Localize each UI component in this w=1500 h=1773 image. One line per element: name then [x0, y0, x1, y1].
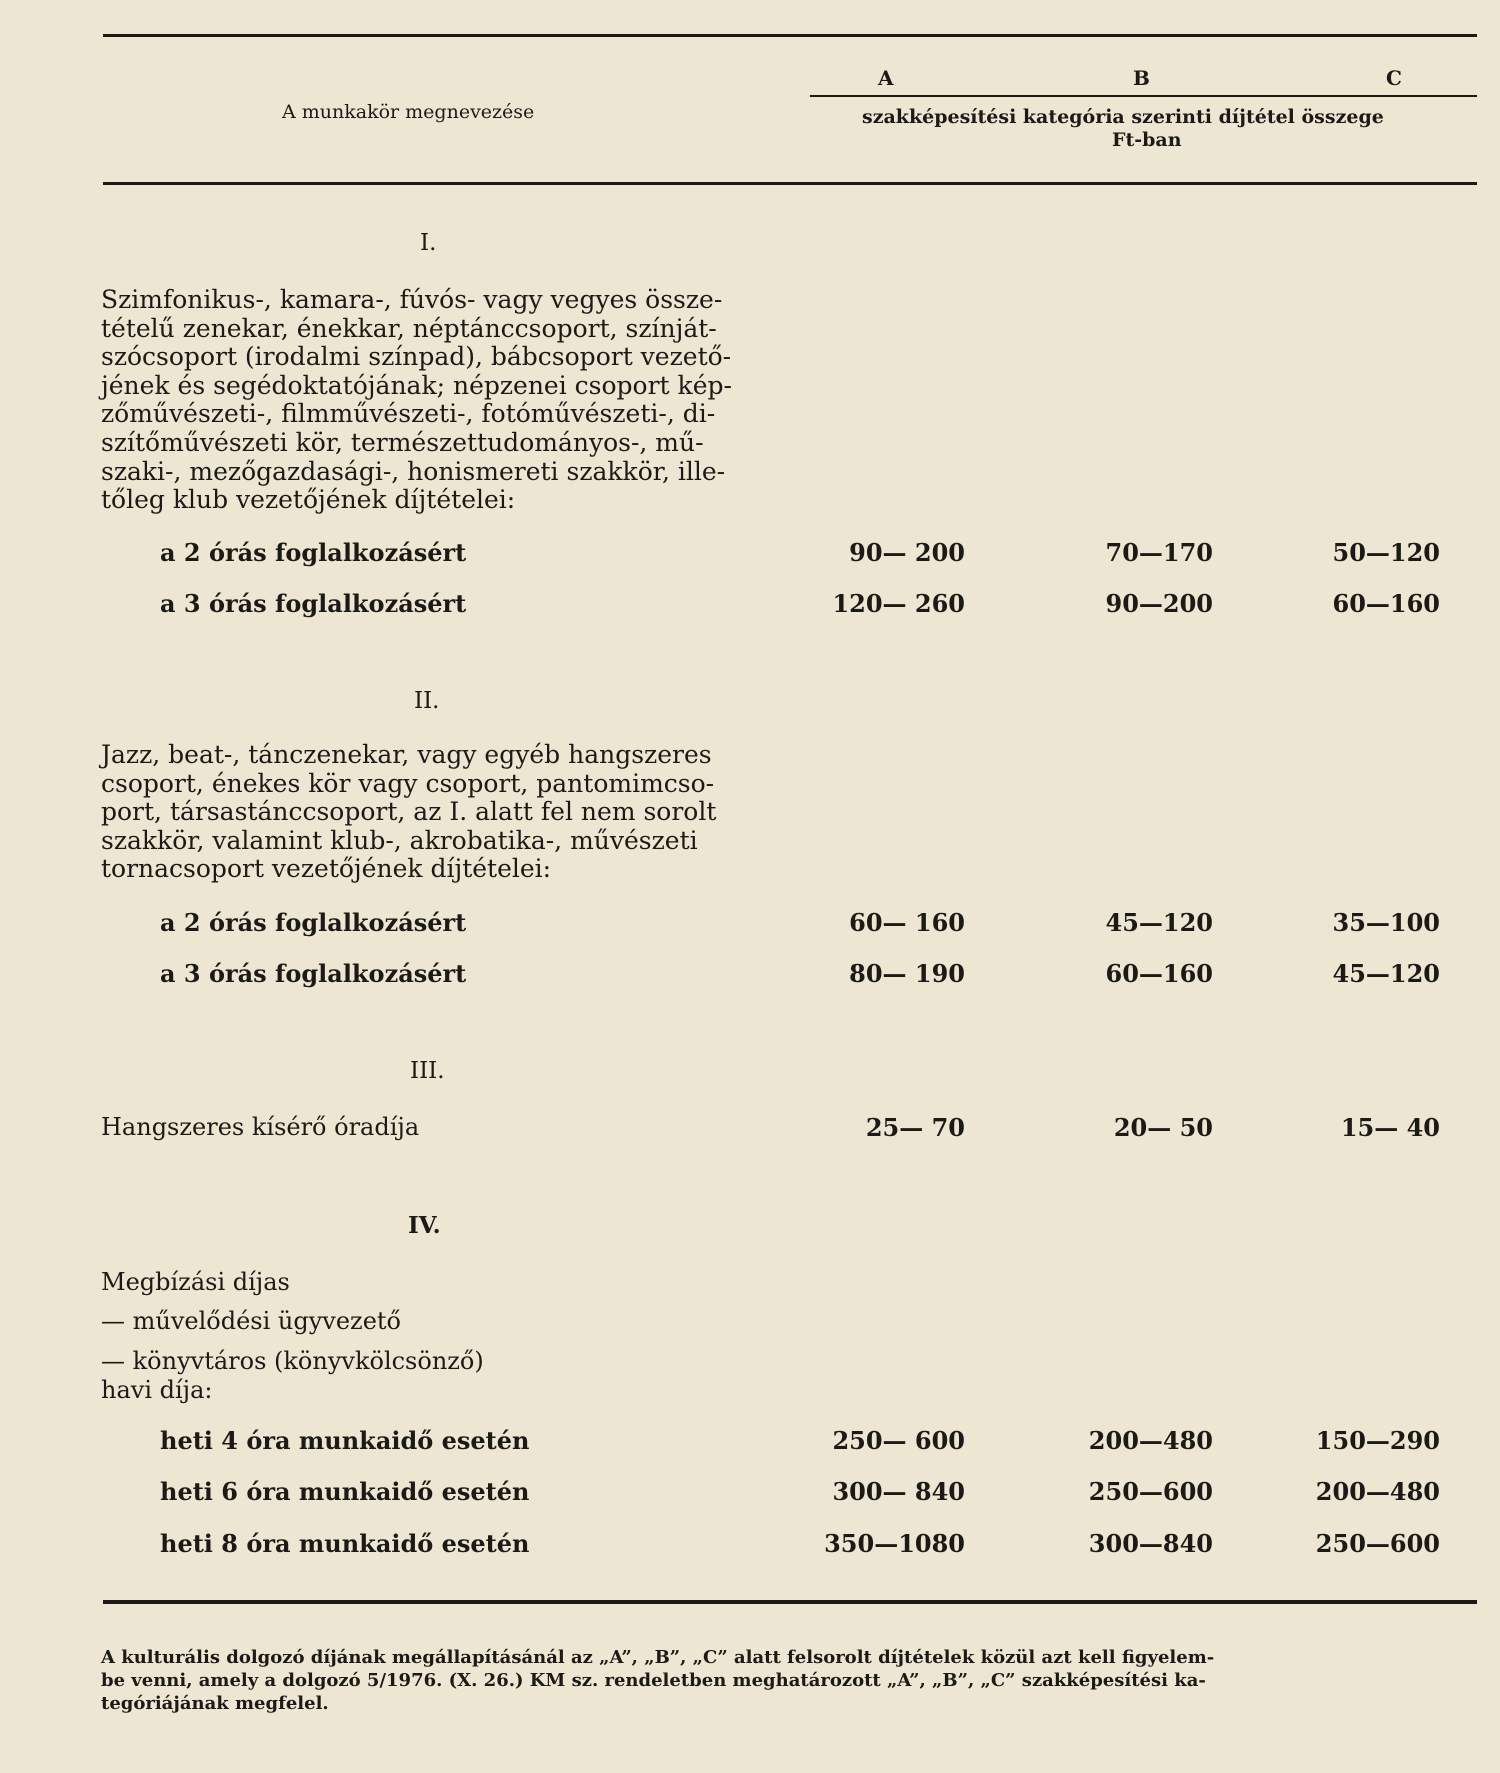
header-bottom-rule: [103, 182, 1477, 185]
table-cell-b: 20— 50: [1113, 1113, 1213, 1142]
section-i-line: szócsoport (irodalmi színpad), bábcsoport vezető-: [101, 342, 732, 372]
section-i-line: jének és segédoktatójának; népzenei csoport kép-: [101, 370, 732, 400]
table-cell-c: 50—120: [1332, 538, 1440, 567]
table-cell-b: 60—160: [1105, 959, 1213, 988]
table-row-label: a 3 órás foglalkozásért: [160, 589, 467, 618]
section-ii-line: tornacsoport vezetőjének díjtételei:: [101, 854, 552, 884]
section-ii-line: port, társastánccsoport, az I. alatt fel nem sorolt: [101, 797, 717, 827]
table-cell-b: 70—170: [1105, 538, 1213, 567]
column-header-job-title: A munkakör megnevezése: [282, 101, 535, 123]
section-i-line: tőleg klub vezetőjének díjtételei:: [101, 485, 516, 515]
section-i-line: Szimfonikus-, kamara-, fúvós- vagy vegyes össze-: [101, 285, 723, 314]
column-letter-a: A: [878, 66, 894, 90]
table-cell-c: 250—600: [1315, 1529, 1440, 1558]
column-letter-c: C: [1386, 66, 1402, 90]
category-label: szakképesítési kategória szerinti díjtétel összege: [862, 106, 1384, 128]
column-letter-b: B: [1133, 66, 1150, 90]
top-rule: [103, 34, 1477, 37]
footnote: [101, 1646, 1441, 1715]
table-row-label: heti 8 óra munkaidő esetén: [160, 1529, 530, 1558]
section-ii-line: Jazz, beat-, tánczenekar, vagy egyéb hangszeres: [101, 740, 712, 769]
table-row-label: a 2 órás foglalkozásért: [160, 908, 467, 937]
table-cell-a: 90— 200: [849, 538, 965, 567]
section-i-description: [101, 286, 781, 515]
table-cell-a: 60— 160: [849, 908, 965, 937]
section-iv-line: Megbízási díjas: [101, 1268, 290, 1296]
table-cell-b: 200—480: [1088, 1426, 1213, 1455]
table-cell-c: 35—100: [1332, 908, 1440, 937]
table-cell-c: 60—160: [1332, 589, 1440, 618]
section-iv-line: havi díja:: [101, 1376, 213, 1404]
section-ii-line: csoport, énekes kör vagy csoport, pantomimcso-: [101, 768, 715, 798]
table-cell-a: 120— 260: [832, 589, 965, 618]
table-row-label: heti 4 óra munkaidő esetén: [160, 1426, 530, 1455]
table-cell-c: 200—480: [1315, 1477, 1440, 1506]
section-numeral-ii: II.: [414, 688, 440, 714]
section-numeral-i: I.: [420, 230, 437, 256]
table-cell-a: 350—1080: [824, 1529, 965, 1558]
section-ii-description: [101, 741, 781, 884]
section-i-line: szaki-, mezőgazdasági-, honismereti szakkör, ille-: [101, 456, 726, 486]
section-numeral-iv: IV.: [408, 1212, 441, 1239]
table-row-label: heti 6 óra munkaidő esetén: [160, 1477, 530, 1506]
table-cell-c: 45—120: [1332, 959, 1440, 988]
footnote-line: A kulturális dolgozó díjának megállapításánál az „A”, „B”, „C” alatt felsorolt díjtételek közül azt kell figyelem-: [101, 1647, 1215, 1668]
table-cell-c: 150—290: [1315, 1426, 1440, 1455]
footnote-line: be venni, amely a dolgozó 5/1976. (X. 26.) KM sz. rendeletben meghatározott „A”, „B”, „C” szakképesítési ka-: [101, 1670, 1206, 1691]
section-iv-line: — művelődési ügyvezető: [101, 1307, 401, 1335]
section-iv-line: — könyvtáros (könyvkölcsönző): [101, 1347, 484, 1375]
table-cell-b: 90—200: [1105, 589, 1213, 618]
table-row-label: a 2 órás foglalkozásért: [160, 538, 467, 567]
table-cell-a: 300— 840: [832, 1477, 965, 1506]
table-cell-b: 250—600: [1088, 1477, 1213, 1506]
table-cell-a: 250— 600: [832, 1426, 965, 1455]
header-sub-rule: [810, 95, 1477, 97]
bottom-rule: [103, 1600, 1477, 1604]
section-numeral-iii: III.: [410, 1058, 445, 1084]
table-cell-b: 45—120: [1105, 908, 1213, 937]
table-cell-a: 25— 70: [865, 1113, 965, 1142]
table-cell-a: 80— 190: [849, 959, 965, 988]
section-i-line: szítőművészeti kör, természettudományos-, mű-: [101, 427, 704, 457]
section-i-line: tételű zenekar, énekkar, néptánccsoport, színját-: [101, 313, 717, 343]
table-cell-c: 15— 40: [1340, 1113, 1440, 1142]
category-label-unit: Ft-ban: [1112, 129, 1182, 151]
table-cell-b: 300—840: [1088, 1529, 1213, 1558]
table-row-label: Hangszeres kísérő óradíja: [101, 1113, 420, 1141]
section-i-line: zőművészeti-, filmművészeti-, fotóművészeti-, di-: [101, 399, 716, 429]
footnote-line: tegóriájának megfelel.: [101, 1693, 329, 1714]
section-ii-line: szakkör, valamint klub-, akrobatika-, művészeti: [101, 825, 698, 855]
table-row-label: a 3 órás foglalkozásért: [160, 959, 467, 988]
